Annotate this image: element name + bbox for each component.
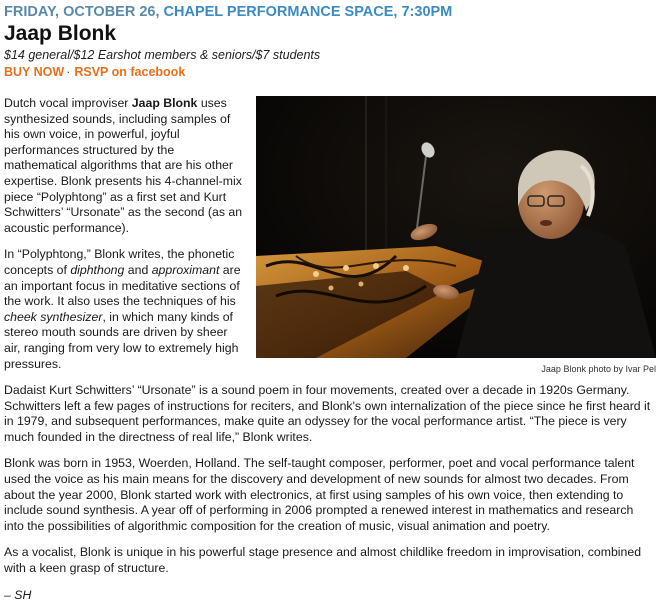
photo-credit: Jaap Blonk photo by Ivar Pel (541, 364, 656, 374)
event-date: FRIDAY, OCTOBER 26, (4, 4, 160, 20)
event-description (4, 96, 656, 614)
author-signoff: – SH (4, 587, 32, 602)
paragraph-vocalist: As a vocalist, Blonk is unique in his powerful stage presence and almost childlike freedom in improvisation, combined with a keen grasp of structure. (4, 545, 642, 576)
paragraph-polyphtong: In “Polyphtong,” Blonk writes, the phonetic concepts of diphthong and approximant are an important focus in meditative sections of the work. It also uses the techniques of his cheek synthesizer, in which many kinds of stereo mouth sounds are driven by sheer air, ranging from very low to extremely high pressures. (4, 247, 241, 371)
photo-figure (256, 96, 656, 376)
event-page (4, 0, 659, 602)
performer-photo (256, 96, 656, 358)
ticket-prices: $14 general/$12 Earshot members & seniors/$7 students (4, 48, 321, 62)
event-date-venue (4, 3, 659, 21)
paragraph-ursonate: Dadaist Kurt Schwitters’ “Ursonate” is a sound poem in four movements, created over a decade in 1920s Germany. Schwitters left a few pages of instructions for reciters, and Blonk's own internalization of the piece since he first heard it in 1979, and subsequent performances, make quite an odyssey for the vocal performance artist. “The piece is very much founded in the directness of real life,” Blonk writes. (4, 383, 651, 444)
event-actions (4, 64, 659, 80)
paragraph-biography: Blonk was born in 1953, Woerden, Holland. The self-taught composer, performer, poet and vocal performance talent used the voice as his main means for the discovery and development of new sounds for almost two decades. From about the year 2000, Blonk started work with electronics, at first using samples of his own voice, then extending to include sound synthesis. A year off of performing in 2006 prompted a renewed interest in mathematics and research into the possibilities of algorithmic composition for the creation of music, visual animation and poetry. (4, 456, 635, 533)
event-venue: CHAPEL PERFORMANCE SPACE, (163, 4, 398, 20)
rsvp-facebook-link[interactable]: RSVP on facebook (74, 65, 186, 79)
buy-now-link[interactable]: BUY NOW (4, 65, 65, 79)
performer-name: Jaap Blonk (131, 96, 198, 110)
separator-dot: · (66, 65, 71, 79)
event-time: 7:30PM (401, 4, 453, 20)
paragraph-intro: Dutch vocal improviser Jaap Blonk uses synthesized sounds, including samples of his own voice, in powerful, joyful performances structured by the mathematical algorithms that are his other expertise. Blonk presents his 4-channel-mix piece “Polyphtong” as a first set and Kurt Schwitters’ “Ursonate” as the second (as an acoustic performance). (4, 96, 243, 235)
event-title: Jaap Blonk (4, 22, 117, 45)
